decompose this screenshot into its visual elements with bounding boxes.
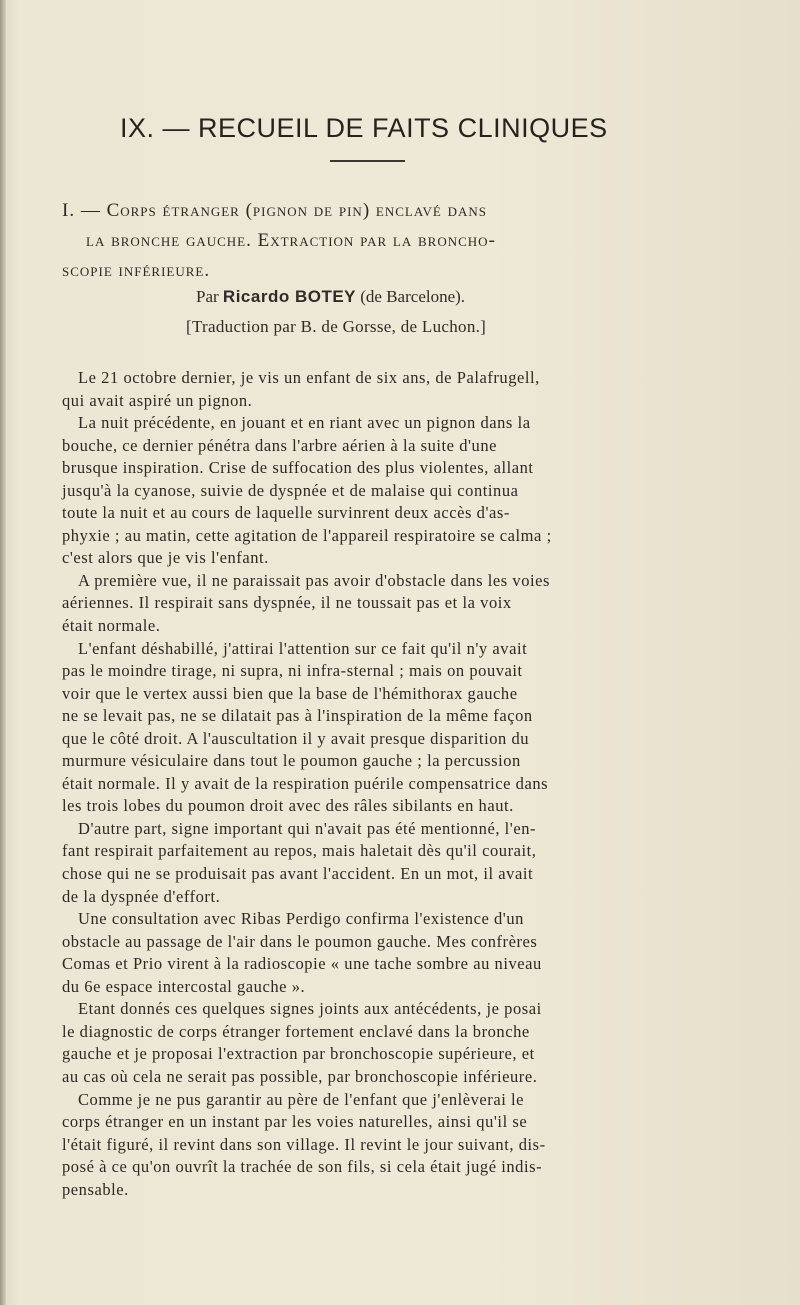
body-text-line: c'est alors que je vis l'enfant. (62, 548, 269, 568)
body-text-line: aériennes. Il respirait sans dyspnée, il ne toussait pas et la voix (62, 593, 512, 613)
body-text-line: le diagnostic de corps étranger fortement enclavé dans la bronche (62, 1021, 530, 1041)
body-text-line: Comme je ne pus garantir au père de l'enfant que j'enlèverai le (78, 1089, 525, 1109)
body-text-line: obstacle au passage de l'air dans le poumon gauche. Mes confrères (62, 931, 538, 951)
body-text-line: les trois lobes du poumon droit avec des râles sibilants en haut. (62, 796, 514, 816)
body-text-line: fant respirait parfaitement au repos, mais haletait dès qu'il courait, (62, 841, 537, 861)
body-text-line: de la dyspnée d'effort. (62, 886, 221, 906)
title-divider-rule (330, 160, 405, 162)
body-text-line: D'autre part, signe important qui n'avait pas été mentionné, l'en- (78, 818, 537, 838)
article-title-line: I. — Corps étranger (pignon de pin) enclavé dans (62, 200, 488, 221)
page-binding-edge (0, 0, 6, 1305)
body-text-line: l'était figuré, il revint dans son village. Il revint le jour suivant, dis- (62, 1134, 546, 1154)
body-text-line: toute la nuit et au cours de laquelle survinrent deux accès d'as- (62, 503, 510, 523)
body-text-line: Une consultation avec Ribas Perdigo confirma l'existence d'un (78, 909, 524, 929)
body-text-line: Le 21 octobre dernier, je vis un enfant de six ans, de Palafrugell, (78, 368, 540, 387)
byline-prefix: Par (196, 287, 223, 306)
body-text-line: jusqu'à la cyanose, suivie de dyspnée et de malaise qui continua (62, 480, 519, 500)
article-title-line: scopie inférieure. (62, 260, 211, 281)
body-text-line: posé à ce qu'on ouvrît la trachée de son fils, si cela était jugé indis- (62, 1157, 543, 1177)
byline-suffix: (de Barcelone). (356, 287, 466, 306)
translation-note: [Traduction par B. de Gorsse, de Luchon.] (186, 317, 487, 336)
body-text-line: au cas où cela ne serait pas possible, par bronchoscopie inférieure. (62, 1066, 538, 1086)
body-text-line: ne se levait pas, ne se dilatait pas à l'inspiration de la même façon (62, 706, 533, 726)
body-text (62, 367, 682, 1201)
body-text-line: L'enfant déshabillé, j'attirai l'attention sur ce fait qu'il n'y avait (78, 638, 528, 658)
body-text-line: qui avait aspiré un pignon. (62, 390, 253, 410)
body-text-line: du 6e espace intercostal gauche ». (62, 976, 306, 996)
body-text-line: pensable. (62, 1179, 129, 1199)
chapter-title: IX. — RECUEIL DE FAITS CLINIQUES (120, 113, 608, 143)
body-text-line: gauche et je proposai l'extraction par bronchoscopie supérieure, et (62, 1044, 535, 1064)
body-text-line: voir que le vertex aussi bien que la base de l'hémithorax gauche (62, 683, 518, 703)
byline (196, 287, 696, 307)
body-text-line: bouche, ce dernier pénétra dans l'arbre aérien à la suite d'une (62, 435, 498, 455)
body-text-line: était normale. (62, 616, 161, 636)
body-text-line: La nuit précédente, en jouant et en riant avec un pignon dans la (78, 413, 531, 433)
body-text-line: murmure vésiculaire dans tout le poumon gauche ; la percussion (62, 751, 521, 771)
body-text-line: chose qui ne se produisait pas avant l'accident. En un mot, il avait (62, 864, 534, 884)
body-text-line: que le côté droit. A l'auscultation il y avait presque disparition du (62, 728, 530, 748)
body-text-line: Etant donnés ces quelques signes joints aux antécédents, je posai (78, 999, 542, 1019)
author-name: Ricardo BOTEY (222, 287, 357, 306)
body-text-line: corps étranger en un instant par les voies naturelles, ainsi qu'il se (62, 1112, 528, 1132)
body-text-line: Comas et Prio virent à la radioscopie « une tache sombre au niveau (62, 954, 542, 974)
article-title (62, 196, 692, 286)
body-text-line: phyxie ; au matin, cette agitation de l'appareil respiratoire se calma ; (62, 525, 552, 545)
body-text-line: était normale. Il y avait de la respiration puérile compensatrice dans (62, 773, 549, 793)
body-text-line: pas le moindre tirage, ni supra, ni infra-sternal ; mais on pouvait (62, 661, 523, 681)
body-text-line: brusque inspiration. Crise de suffocation des plus violentes, allant (62, 458, 534, 478)
body-text-line: A première vue, il ne paraissait pas avoir d'obstacle dans les voies (78, 570, 550, 590)
article-title-line: la bronche gauche. Extraction par la broncho- (86, 230, 496, 251)
